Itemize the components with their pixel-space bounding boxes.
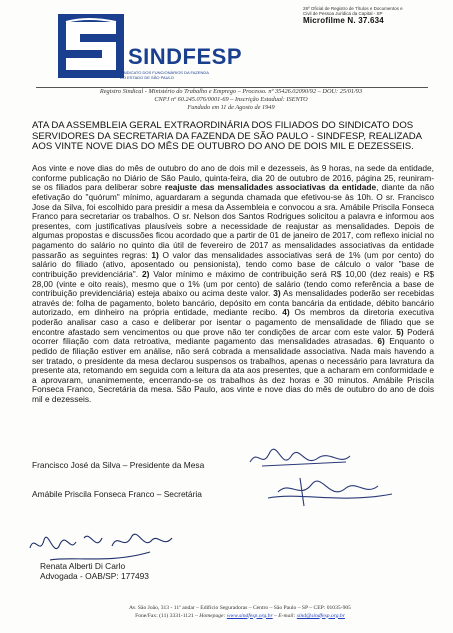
sindfesp-logo-icon [58, 14, 124, 78]
registry-line-1: Registro Sindical - Ministério do Trabalho e Emprego – Processo. nº 35426.02090/92 – DOU: 25/01/93 [99, 88, 363, 95]
body-text: Valor mínimo e máximo de contribuição será R$ 10,00 (dez reais) e R$ 28,00 (vinte e oito reais), mesmo que o 1% (um por cento) de salário (tendo como referência a base de contribuição previdenciária) esteja abaixo ou acima deste valor. [32, 268, 434, 299]
footer-email-label: – E-mail: [272, 612, 296, 619]
body-text: O valor das mensalidades associativas será de 1% (um por cento) do salário do filiado (ativo, aposentado ou pensionista), tendo como base de cálculo o valor "base de contribuição previdenciária". [32, 249, 434, 279]
president-signature-line: Francisco José da Silva – Presidente da Mesa [32, 460, 205, 470]
lawyer-name: Renata Alberti Di Carlo [40, 561, 126, 571]
lawyer-signature-block [40, 561, 149, 581]
footer-homepage-label: Homepage: [199, 612, 226, 619]
registry-info [36, 88, 426, 111]
rule-number: 4) [282, 307, 290, 318]
rule-number: 1) [151, 249, 159, 260]
body-text: Aos vinte e nove dias do mês de outubro do ano de dois mil e dezesseis, às 9 horas, na sede da entidade, conforme publicação no Diário de São Paulo, quinta-feira, dia 20 de outubro de 2016, página 25, reuniram-se os filiados para deliberar sobre [32, 163, 434, 193]
stamp-line-1: 28º Oficial de Registro de Títulos e Documentos e [303, 6, 403, 11]
footer-contact [60, 613, 420, 621]
body-text: As mensalidades poderão ser recebidas através de: folha de pagamento, boleto bancário, depósito em conta bancária da entidade, débito bancário autorizado, em dinheiro na própria entidade, mediante recibo. [32, 288, 434, 318]
rule-number: 3) [273, 288, 281, 299]
body-text: Enquanto o pedido de filiação estiver em análise, não será cobrada a mensalidade associativa. Nada mais havendo a ser tratado, o presidente da mesa declarou suspensos os trabalhos, apenas o necessário para lavratura da presente ata, retomando em seguida com a leitura da ata aos presentes, que a acharam em conformidade e a aprovaram, unanimemente, encerrando-se os trabalhos às dez horas e 30 minutos. Amábile Priscila Fonseca Franco, Secretária da mesa. São Paulo, aos vinte e nove dias do mês de outubro do ano de dois mil e dezesseis. [32, 336, 434, 404]
brand-tagline: SINDICATO DOS FUNCIONÁRIOS DA FAZENDA DO ESTADO DE SÃO PAULO [120, 70, 209, 80]
registry-line-2: CNPJ nº 60.245.076/0001-69 – Inscrição Estadual: ISENTO [154, 95, 308, 103]
registry-stamp [303, 6, 443, 23]
footer-phone: Fone/Fax: (11) 3331-1121 – [135, 612, 200, 619]
rule-number: 6) [377, 336, 385, 347]
lawyer-title: Advogada - OAB/SP: 177493 [40, 571, 149, 581]
body-text: , diante da não efetivação do "quórum" mínimo, aguardaram a segunda chamada que efetivou-se às 10h. O sr. Francisco Jose da Silva, foi escolhido para presidir a mesa da Assembleia e convocou a sra. Amábile Priscila Fonseca Franco para secretariar os trabalhos. O sr. Nelson dos Santos Rodrigues solicitou a palavra e informou aos presentes, com justificativas plausíveis sobre a necessidade de reajustar as mensalidades. Depois de algumas propostas e discussões ficou acordado que a partir de 01 de janeiro de 2017, com reflexo inicial no pagamento do salário no quinto dia útil de fevereiro de 2017 as mensalidades associativas da entidade passarão as seguintes regras: [32, 182, 434, 260]
body-text: Os membros da diretoria executiva poderão analisar caso a caso e deliberar por isentar o pagamento de mensalidade de filiado que se encontre afastado sem vencimentos ou que prove não ter condições de arcar com este valor. [32, 307, 435, 337]
footer-address: Av. São João, 313 - 11º andar – Edifício Seguradoras – Centro – São Paulo – SP – CEP: 01035-905 [129, 605, 351, 611]
email-link[interactable]: sind@sindfesp.org.br [296, 612, 345, 619]
rule-number: 2) [141, 268, 150, 279]
secretary-signature-line: Amábile Priscila Fonseca Franco – Secretária [32, 489, 202, 499]
brand-name: SINDFESP [128, 44, 243, 69]
body-text: Poderá ocorrer filiação com data retroativa, mediante pagamento das mensalidades atrasadas. [32, 326, 434, 347]
stamp-line-2: Civil de Pessoa Jurídica da Capital - SP [303, 11, 383, 16]
document-body [32, 164, 434, 405]
president-handwritten-signature [250, 449, 350, 466]
microfilm-number: Microfilme N. 37.634 [303, 16, 384, 25]
rule-number: 5) [396, 326, 404, 337]
document-title: ATA DA ASSEMBLEIA GERAL EXTRAORDINÁRIA DOS FILIADOS DO SINDICATO DOS SERVIDORES DA SECRETARIA DA FAZENDA DE SÃO PAULO - SINDFESP, REALIZADA AOS VINTE NOVE DIAS DO MÊS DE OUTUBRO DO ANO DE DOIS MIL E DEZESSEIS. [32, 120, 422, 153]
lawyer-handwritten-signature [30, 534, 172, 560]
registry-line-3: Fundado em 11 de Agosto de 1949 [187, 103, 275, 111]
footer [60, 605, 420, 620]
body-emphasis: reajuste das mensalidades associativas da entidade [164, 182, 377, 193]
secretary-handwritten-signature [268, 478, 392, 506]
homepage-link[interactable]: www.sindfesp.org.br [226, 612, 273, 619]
